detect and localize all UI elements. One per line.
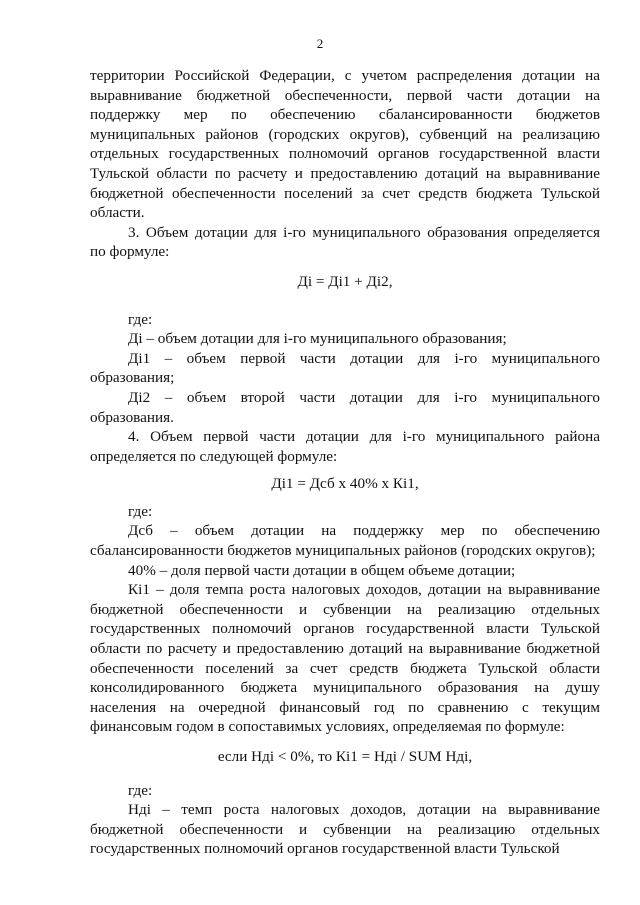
document-body — [90, 66, 600, 859]
paragraph-item-4: 4. Объем первой части дотации для i-го муниципального района определяется по следующей формуле: — [90, 428, 600, 465]
definition-di1: Дi1 – объем первой части дотации для i-го муниципального образования; — [90, 349, 600, 387]
where-label: где: — [128, 310, 153, 328]
formula-total-subsidy: Дi = Дi1 + Дi2, — [297, 272, 393, 290]
paragraph-continuation: территории Российской Федерации, с учетом распределения дотации на выравнивание бюджетной обеспеченности, первой части дотации на поддержку мер по обеспечению сбалансированности бюджетов муниципальных районов (городских округов), субвенций на реализацию отдельных государственных полномочий органов государственной власти Тульской области по расчету и предоставлению дотаций на выравнивание бюджетной обеспеченности поселений за счет средств бюджета Тульской области. — [90, 67, 600, 222]
definition-ndi: Ндi – темп роста налоговых доходов, дотации на выравнивание бюджетной обеспеченности и субвенции на реализацию отдельных государственных полномочий органов государственной власти Тульской — [90, 801, 600, 858]
definition-ki1: Кi1 – доля темпа роста налоговых доходов, дотации на выравнивание бюджетной обеспеченности и субвенции на реализацию отдельных государственных полномочий органов государственной власти Тульской области по расчету и предоставлению дотаций на выравнивание бюджетной обеспеченности поселений за счет средств бюджета Тульской области консолидированного бюджета муниципального образования на душу населения на очередной финансовый год по сравнению с текущим финансовым годом в сопоставимых условиях, определяемая по формуле: — [90, 581, 600, 736]
formula-first-part: Дi1 = Дсб х 40% х Кi1, — [271, 475, 419, 493]
definition-di: Дi – объем дотации для i-го муниципального образования; — [128, 330, 507, 348]
definition-di2: Дi2 – объем второй части дотации для i-го муниципального образования. — [90, 388, 600, 426]
definition-40-percent: 40% – доля первой части дотации в общем объеме дотации; — [128, 561, 516, 579]
where-label: где: — [128, 502, 153, 520]
formula-ki1: если Ндi < 0%, то Кi1 = Ндi / SUM Ндi, — [217, 748, 473, 765]
paragraph-item-3: 3. Объем дотации для i-го муниципального образования определяется по формуле: — [90, 223, 600, 261]
where-label: где: — [128, 781, 153, 799]
definition-dsb: Дсб – объем дотации на поддержку мер по обеспечению сбалансированности бюджетов муниципальных районов (городских округов); — [90, 522, 600, 560]
page-number: 2 — [316, 36, 324, 51]
